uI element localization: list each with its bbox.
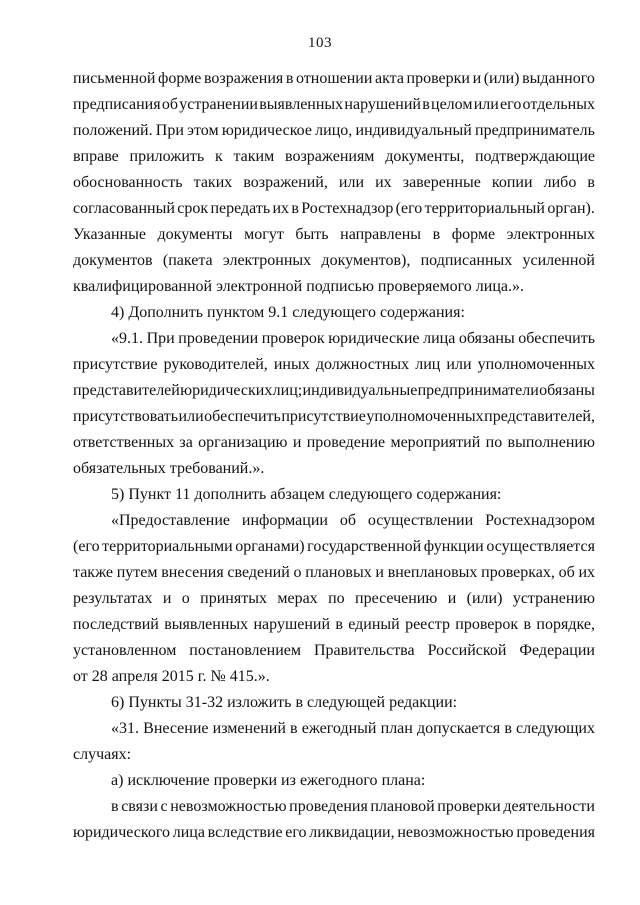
word: документы, [385,148,465,165]
word: мерах [277,590,318,607]
word: устранению [512,590,595,607]
word: изложить [227,694,292,711]
word: путем [116,564,158,581]
word: плановой [370,798,435,815]
word: Пункт [128,486,171,503]
word: информации [241,512,328,529]
word: содержания: [416,486,502,503]
word: редакции: [389,694,458,711]
word: следующего [292,304,376,321]
word: возражений, [243,174,328,191]
word: апреля [111,668,158,685]
word: возражения [203,70,284,87]
word: ответственных [73,434,175,451]
word: проведении [178,330,259,347]
word: выявленных [259,96,344,113]
text-line [73,638,595,664]
word: связи [121,798,158,815]
word: возражениям [285,148,375,165]
word: проведения [289,798,368,815]
word: предписания [73,96,161,113]
word: функции [423,538,484,555]
word: в [523,616,532,633]
word: проведения [516,824,595,841]
word: ежегодного [299,772,378,789]
text-line [73,768,595,794]
text-line [73,66,595,92]
word: требований.». [169,460,265,477]
word: и [162,590,172,607]
word: случаях: [73,746,132,763]
word: порядке, [536,616,595,633]
word: Пункты [128,694,182,711]
word: приложить [129,148,205,165]
word: в [587,174,595,191]
word: Ростехнадзором [485,512,595,529]
word: нарушений [344,96,421,113]
word: и [472,70,482,87]
text-line [73,794,595,820]
text-line [73,430,595,456]
word: срок [177,200,209,217]
word: по [328,590,345,607]
word: по [485,434,503,451]
word: При [155,122,184,139]
word: подтверждающие [474,148,595,165]
word: единый [348,616,400,633]
word: установленном [73,642,177,659]
word: 4) [111,304,125,321]
word: из [281,772,296,789]
word: Российской [427,642,507,659]
word: предприниматели [417,382,539,399]
word: (его [395,200,423,217]
word: лицо, [315,122,353,139]
word: осуществлении [367,512,474,529]
text-line [73,378,595,404]
word: копии [491,174,533,191]
word: Ростехнадзор [301,200,394,217]
word: документов), [321,252,411,269]
text-line [73,404,595,430]
word: пунктом [207,304,265,321]
word: органами) [235,538,305,555]
word: абзацем [270,486,325,503]
text-line [73,456,595,482]
word: плановых [305,564,372,581]
word: таких [193,174,233,191]
word: 5) [111,486,125,503]
word: территориальный [424,200,545,217]
word: орган). [547,200,595,217]
word: согласованный [73,200,175,217]
word: их [375,174,392,191]
word: их [578,564,595,581]
word: подписанных [420,252,513,269]
word: в [432,226,441,243]
word: «31. [111,720,139,737]
word: предприниматель [475,122,595,139]
word: 6) [111,694,125,711]
word: присутствие [73,356,158,373]
word: об [339,512,356,529]
word: лиц [415,356,441,373]
word: лица [423,330,456,347]
word: государственной [307,538,422,555]
word: этом [187,122,219,139]
word: об [558,564,575,581]
word: их [272,200,290,217]
word: или [178,408,204,425]
word: проверяемого [377,278,472,295]
text-line [73,300,595,326]
word: внеплановых [387,564,478,581]
word: (пакета [162,252,213,269]
word: 31-32 [185,694,224,711]
word: а) [111,772,124,789]
word: Внесение [143,720,209,737]
word: проведение [306,434,386,451]
word: акта [375,70,404,87]
word: 28 [91,668,108,685]
word: электронных [222,252,312,269]
word: и [447,590,457,607]
word: выполнению [507,434,595,451]
word: лица.». [475,278,525,295]
word: результатах [73,590,153,607]
text-line [73,326,595,352]
word: в [295,694,304,711]
word: документов [73,252,153,269]
word: (его [73,538,100,555]
word: документы [157,226,233,243]
text-line [73,612,595,638]
word: от [73,668,88,685]
word: обеспечить [204,408,281,425]
word: представителей, [484,408,595,425]
word: организацию [198,434,288,451]
text-line [73,92,595,118]
word: ежегодный [301,720,377,737]
word: Указанные [73,226,146,243]
word: в [335,616,343,633]
word: выданного [522,70,595,87]
text-line [73,144,595,170]
word: присутствие [281,408,366,425]
text-line [73,716,595,742]
word: план [380,720,413,737]
text-line [73,118,595,144]
word: передать [210,200,271,217]
word: проверок [261,330,325,347]
word: отдельных [522,96,595,113]
page-number: 103 [308,35,332,51]
word: обязаны [539,382,595,399]
word: электронных [506,226,595,243]
word: обязаны [458,330,515,347]
word: содержания: [379,304,465,321]
word: пресечению [355,590,438,607]
word: следующего [328,486,413,503]
word: квалифицированной [73,278,213,295]
word: и [292,434,302,451]
word: или [473,96,499,113]
word: форме [451,226,496,243]
text-line [73,482,595,508]
word: могут [244,226,284,243]
word: письменной [73,70,156,87]
word: обязательных [73,460,166,477]
word: индивидуальный [355,122,472,139]
word: обоснованность [73,174,183,191]
word: проверках, [481,564,555,581]
word: индивидуальные [302,382,418,399]
word: о [293,564,302,581]
word: проверок [455,616,519,633]
word: последствий [73,616,159,633]
word: ликвидации, [309,824,395,841]
word: присутствовать [73,408,179,425]
word: в [111,798,119,815]
word: Федерации [519,642,595,659]
word: юридических [180,382,273,399]
text-line [73,742,595,768]
text-line [73,248,595,274]
word: дополнить [194,486,267,503]
word: должностных [315,356,410,373]
word: об [161,96,178,113]
text-line [73,586,595,612]
text-line [73,820,595,846]
text-line [73,534,595,560]
text-line [73,170,595,196]
word: При [146,330,175,347]
word: лиц; [272,382,303,399]
word: мероприятий [390,434,481,451]
word: плана: [381,772,426,789]
word: о [181,590,190,607]
word: форме [158,70,202,87]
word: г. [197,668,207,685]
word: к [214,148,223,165]
word: следующих [516,720,595,737]
word: юридические [328,330,420,347]
word: 11 [175,486,191,503]
word: таким [233,148,275,165]
word: нарушений [253,616,331,633]
word: проверки [437,798,501,815]
word: принятых [200,590,267,607]
word: лица [172,824,205,841]
word: невозможностью [170,798,287,815]
word: 9.1 [268,304,289,321]
text-line [73,274,595,300]
text-line [73,196,595,222]
word: уполномоченных [366,408,484,425]
word: внесения [161,564,224,581]
word: заверенные [402,174,481,191]
text-line [73,560,595,586]
word: сведений [227,564,290,581]
word: 415.». [229,668,270,685]
text-line [73,508,595,534]
text-line [73,352,595,378]
word: также [73,564,114,581]
word: № [210,668,226,685]
word: «9.1. [111,330,143,347]
word: направлены [340,226,422,243]
word: 2015 [161,668,194,685]
word: постановлением [189,642,301,659]
word: его [500,96,522,113]
word: устранении [179,96,258,113]
word: осуществляется [486,538,595,555]
word: с [160,798,168,815]
word: территориальными [102,538,233,555]
word: целом [431,96,473,113]
word: руководителей, [163,356,268,373]
word: иных [273,356,310,373]
word: представителей [73,382,180,399]
text-line [73,222,595,248]
word: исключение [127,772,210,789]
word: Правительства [313,642,415,659]
word: реестр [405,616,450,633]
word: за [179,434,193,451]
word: в [422,96,430,113]
document-body [73,66,595,846]
word: или [446,356,472,373]
word: (или) [466,590,503,607]
word: усиленной [522,252,595,269]
word: проверки [213,772,278,789]
word: юридическое [221,122,312,139]
word: в [290,720,298,737]
word: «Предоставление [111,512,231,529]
word: следующей [307,694,386,711]
word: и [375,564,384,581]
word: выявленных [164,616,249,633]
word: допускается [416,720,501,737]
word: обеспечить [518,330,595,347]
word: в [285,70,294,87]
word: изменений [212,720,286,737]
word: положений. [73,122,153,139]
word: вследствие [207,824,283,841]
word: быть [295,226,329,243]
word: проверки [406,70,470,87]
word: (или) [483,70,520,87]
word: его [285,824,307,841]
word: отношении [295,70,373,87]
word: вправе [73,148,119,165]
word: электронной [216,278,303,295]
word: невозможностью [397,824,514,841]
text-line [73,690,595,716]
word: или [338,174,365,191]
word: либо [543,174,577,191]
word: уполномоченных [477,356,595,373]
word: подписью [306,278,374,295]
word: в [291,200,299,217]
text-line [73,664,595,690]
word: Дополнить [128,304,203,321]
word: в [504,720,512,737]
word: деятельности [503,798,595,815]
word: юридического [73,824,170,841]
